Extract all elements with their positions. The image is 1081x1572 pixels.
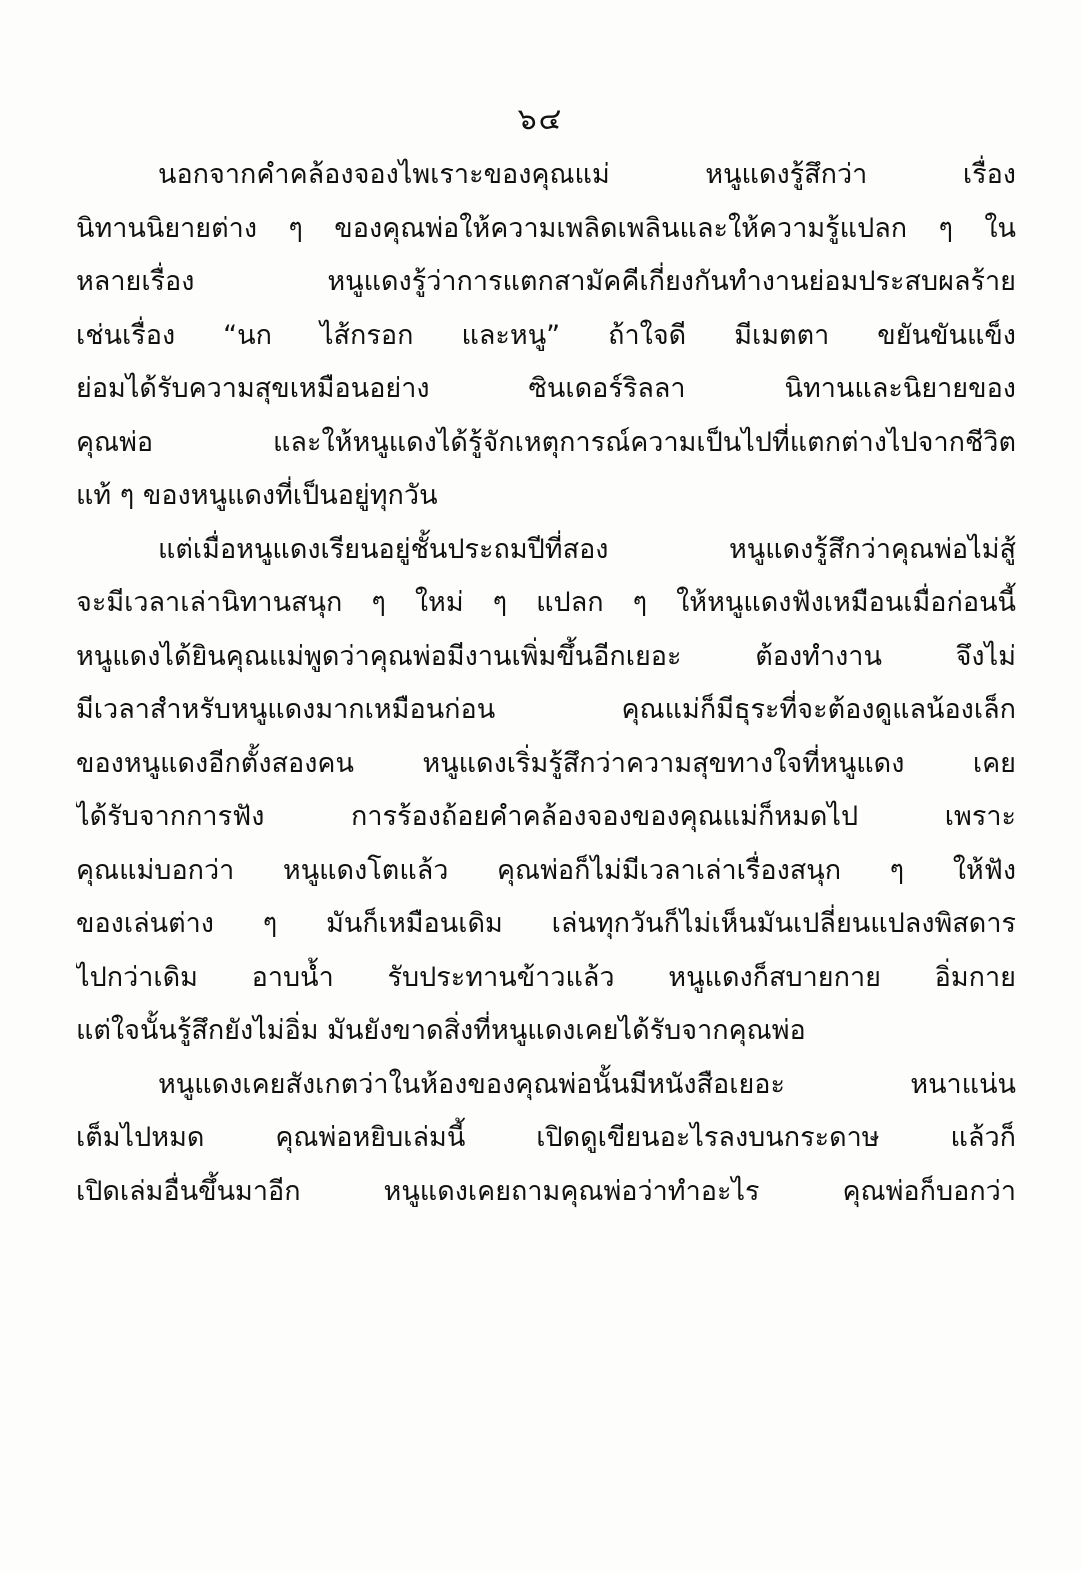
text-line: หนูแดงเคยสังเกตว่าในห้องของคุณพ่อนั้นมีหนังสือเยอะ หนาแน่น <box>158 1068 1016 1100</box>
text-line: ของเล่นต่าง ๆ มันก็เหมือนเดิม เล่นทุกวันก็ไม่เห็นมันเปลี่ยนแปลงพิสดาร <box>76 908 1016 939</box>
text-line: แต่เมื่อหนูแดงเรียนอยู่ชั้นประถมปีที่สอง หนูแดงรู้สึกว่าคุณพ่อไม่สู้ <box>158 533 1016 565</box>
text-line: คุณแม่บอกว่า หนูแดงโตแล้ว คุณพ่อก็ไม่มีเวลาเล่าเรื่องสนุก ๆ ให้ฟัง <box>76 854 1016 886</box>
text-line: เช่นเรื่อง “นก ไส้กรอก และหนู” ถ้าใจดี มีเมตตา ขยันขันแข็ง <box>76 319 1016 351</box>
text-line: แท้ ๆ ของหนูแดงที่เป็นอยู่ทุกวัน <box>76 480 438 511</box>
text-line: นอกจากคำคล้องจองไพเราะของคุณแม่ หนูแดงรู้สึกว่า เรื่อง <box>158 159 1016 190</box>
text-line: แต่ใจนั้นรู้สึกยังไม่อิ่ม มันยังขาดสิ่งที่หนูแดงเคยได้รับจากคุณพ่อ <box>76 1015 806 1046</box>
text-line: มีเวลาสำหรับหนูแดงมากเหมือนก่อน คุณแม่ก็มีธุระที่จะต้องดูแลน้องเล็ก <box>76 694 1016 725</box>
text-line: คุณพ่อ และให้หนูแดงได้รู้จักเหตุการณ์ความเป็นไปที่แตกต่างไปจากชีวิต <box>76 426 1016 458</box>
text-line: เต็มไปหมด คุณพ่อหยิบเล่มนี้ เปิดดูเขียนอะไรลงบนกระดาษ แล้วก็ <box>76 1122 1016 1153</box>
text-line: ย่อมได้รับความสุขเหมือนอย่าง ซินเดอร์ริลลา นิทานและนิยายของ <box>76 373 1016 404</box>
text-line: ไปกว่าเดิม อาบน้ำ รับประทานข้าวแล้ว หนูแดงก็สบายกาย อิ่มกาย <box>76 961 1016 993</box>
text-line: ของหนูแดงอีกตั้งสองคน หนูแดงเริ่มรู้สึกว่าความสุขทางใจที่หนูแดง เคย <box>76 747 1016 779</box>
text-line: จะมีเวลาเล่านิทานสนุก ๆ ใหม่ ๆ แปลก ๆ ให้หนูแดงฟังเหมือนเมื่อก่อนนี้ <box>76 587 1016 618</box>
text-line: เปิดเล่มอื่นขึ้นมาอีก หนูแดงเคยถามคุณพ่อว่าทำอะไร คุณพ่อก็บอกว่า <box>76 1175 1016 1207</box>
body-text <box>76 148 1016 1218</box>
text-line: หลายเรื่อง หนูแดงรู้ว่าการแตกสามัคคีเกี่ยงกันทำงานย่อมประสบผลร้าย <box>76 266 1016 297</box>
text-line: หนูแดงได้ยินคุณแม่พูดว่าคุณพ่อมีงานเพิ่มขึ้นอีกเยอะ ต้องทำงาน จึงไม่ <box>76 640 1016 672</box>
text-line: ได้รับจากการฟัง การร้องถ้อยคำคล้องจองของคุณแม่ก็หมดไป เพราะ <box>76 801 1016 832</box>
text-line: นิทานนิยายต่าง ๆ ของคุณพ่อให้ความเพลิดเพลินและให้ความรู้แปลก ๆ ใน <box>76 212 1016 244</box>
page-number: ๖๔ <box>517 102 564 137</box>
